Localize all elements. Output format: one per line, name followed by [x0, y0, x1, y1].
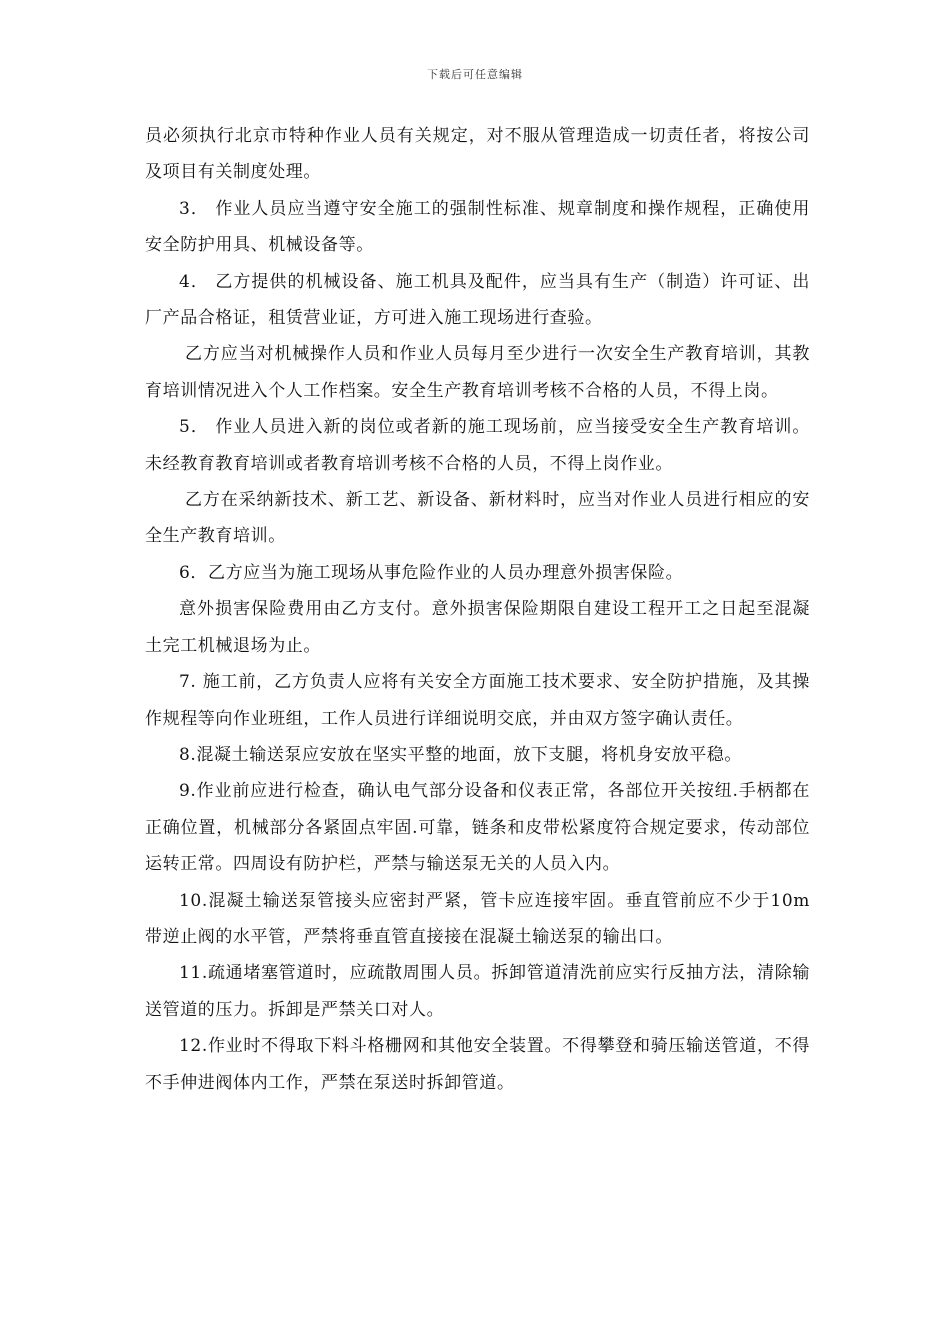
paragraph-insurance: 意外损害保险费用由乙方支付。意外损害保险期限自建设工程开工之日起至混凝土完工机械退场为止。: [145, 599, 810, 656]
paragraph-item-4: 4． 乙方提供的机械设备、施工机具及配件，应当具有生产（制造）许可证、出厂产品合格证，租赁营业证，方可进入施工现场进行查验。: [145, 271, 810, 329]
paragraph-new-tech-training: 乙方在采纳新技术、新工艺、新设备、新材料时，应当对作业人员进行相应的安全生产教育培训。: [145, 490, 810, 547]
paragraph-item-7: 7. 施工前，乙方负责人应将有关安全方面施工技术要求、安全防护措施，及其操作规程等向作业班组，工作人员进行详细说明交底，并由双方签字确认责任。: [145, 672, 810, 729]
paragraph-item-9: 9.作业前应进行检查，确认电气部分设备和仪表正常，各部位开关按纽.手柄都在正确位置，机械部分各紧固点牢固.可靠，链条和皮带松紧度符合规定要求，传动部位运转正常。四周设有防护栏，严禁与输送泵无关的人员入内。: [145, 781, 810, 875]
paragraph-training: 乙方应当对机械操作人员和作业人员每月至少进行一次安全生产教育培训，其教育培训情况进入个人工作档案。安全生产教育培训考核不合格的人员，不得上岗。: [145, 344, 810, 401]
paragraph-item-6: 6．乙方应当为施工现场从事危险作业的人员办理意外损害保险。: [179, 562, 684, 583]
paragraph-item-11: 11.疏通堵塞管道时，应疏散周围人员。拆卸管道清洗前应实行反抽方法，清除输送管道的压力。拆卸是严禁关口对人。: [145, 963, 810, 1020]
paragraph-item-8: 8.混凝土输送泵应安放在坚实平整的地面，放下支腿，将机身安放平稳。: [179, 744, 743, 765]
document-body: [145, 118, 810, 1101]
paragraph-continuation: 员必须执行北京市特种作业人员有关规定，对不服从管理造成一切责任者，将按公司及项目有关制度处理。: [145, 126, 810, 183]
paragraph-item-12: 12.作业时不得取下料斗格栅网和其他安全装置。不得攀登和骑压输送管道，不得不手伸进阀体内工作，严禁在泵送时拆卸管道。: [145, 1036, 810, 1093]
paragraph-item-3: 3． 作业人员应当遵守安全施工的强制性标准、规章制度和操作规程，正确使用安全防护用具、机械设备等。: [145, 198, 810, 256]
paragraph-item-10: 10.混凝土输送泵管接头应密封严紧，管卡应连接牢固。垂直管前应不少于10m带逆止阀的水平管，严禁将垂直管直接接在混凝土输送泵的输出口。: [145, 890, 810, 947]
paragraph-item-5: 5． 作业人员进入新的岗位或者新的施工现场前，应当接受安全生产教育培训。未经教育教育培训或者教育培训考核不合格的人员，不得上岗作业。: [145, 417, 810, 474]
page-header-note: 下载后可任意编辑: [427, 68, 523, 81]
